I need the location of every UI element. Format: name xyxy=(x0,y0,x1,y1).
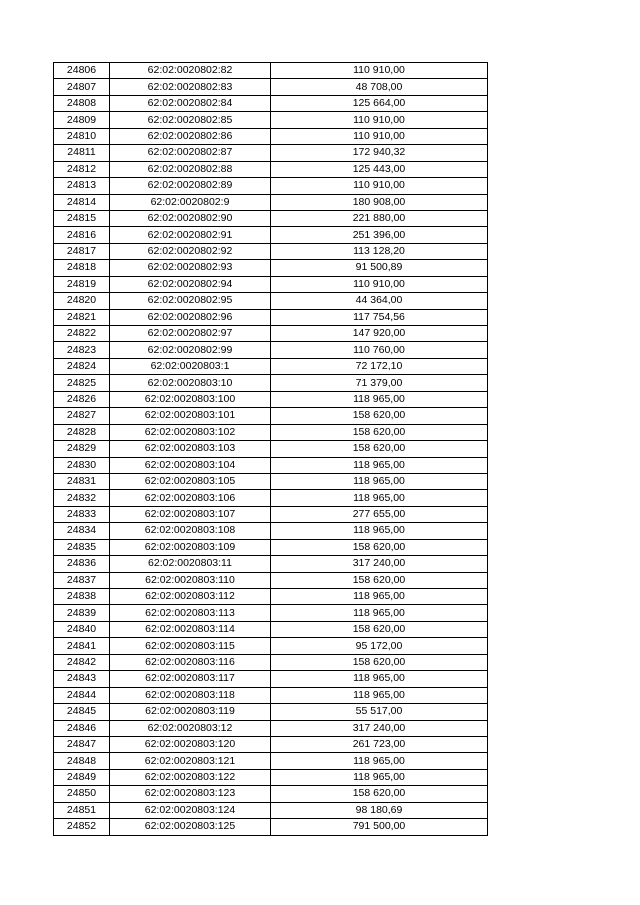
cadastral-number-cell: 62:02:0020802:95 xyxy=(110,293,271,309)
table-row xyxy=(54,309,488,325)
cadastral-value-cell: 158 620,00 xyxy=(271,654,488,670)
row-number-cell: 24849 xyxy=(54,769,110,785)
cadastral-number-cell: 62:02:0020803:105 xyxy=(110,473,271,489)
cadastral-value-cell: 158 620,00 xyxy=(271,424,488,440)
row-number-cell: 24809 xyxy=(54,112,110,128)
table-row xyxy=(54,802,488,818)
row-number-cell: 24839 xyxy=(54,605,110,621)
table-row xyxy=(54,441,488,457)
table-row xyxy=(54,473,488,489)
row-number-cell: 24848 xyxy=(54,753,110,769)
row-number-cell: 24852 xyxy=(54,819,110,835)
row-number-cell: 24841 xyxy=(54,638,110,654)
cadastral-number-cell: 62:02:0020803:109 xyxy=(110,539,271,555)
row-number-cell: 24836 xyxy=(54,556,110,572)
cadastral-number-cell: 62:02:0020803:107 xyxy=(110,506,271,522)
row-number-cell: 24843 xyxy=(54,671,110,687)
table-row xyxy=(54,128,488,144)
cadastral-number-cell: 62:02:0020802:97 xyxy=(110,326,271,342)
table-row xyxy=(54,408,488,424)
row-number-cell: 24818 xyxy=(54,260,110,276)
cadastral-value-cell: 110 910,00 xyxy=(271,276,488,292)
table-row xyxy=(54,210,488,226)
table-row xyxy=(54,638,488,654)
cadastral-number-cell: 62:02:0020803:116 xyxy=(110,654,271,670)
cadastral-number-cell: 62:02:0020802:85 xyxy=(110,112,271,128)
cadastral-value-cell: 110 910,00 xyxy=(271,63,488,79)
row-number-cell: 24850 xyxy=(54,786,110,802)
cadastral-number-cell: 62:02:0020803:102 xyxy=(110,424,271,440)
cadastral-number-cell: 62:02:0020803:120 xyxy=(110,736,271,752)
table-row xyxy=(54,687,488,703)
cadastral-value-cell: 110 910,00 xyxy=(271,112,488,128)
cadastral-number-cell: 62:02:0020802:90 xyxy=(110,210,271,226)
cadastral-value-cell: 110 910,00 xyxy=(271,128,488,144)
cadastral-number-cell: 62:02:0020803:123 xyxy=(110,786,271,802)
cadastral-number-cell: 62:02:0020802:92 xyxy=(110,243,271,259)
table-row xyxy=(54,572,488,588)
cadastral-value-cell: 110 910,00 xyxy=(271,178,488,194)
row-number-cell: 24812 xyxy=(54,161,110,177)
cadastral-value-cell: 118 965,00 xyxy=(271,589,488,605)
row-number-cell: 24826 xyxy=(54,391,110,407)
cadastral-number-cell: 62:02:0020803:121 xyxy=(110,753,271,769)
table-row xyxy=(54,358,488,374)
table-row xyxy=(54,605,488,621)
cadastral-number-cell: 62:02:0020802:83 xyxy=(110,79,271,95)
cadastral-value-cell: 158 620,00 xyxy=(271,572,488,588)
row-number-cell: 24815 xyxy=(54,210,110,226)
table-row xyxy=(54,112,488,128)
row-number-cell: 24830 xyxy=(54,457,110,473)
row-number-cell: 24817 xyxy=(54,243,110,259)
table-row xyxy=(54,736,488,752)
table-row xyxy=(54,342,488,358)
cadastral-value-cell: 158 620,00 xyxy=(271,441,488,457)
cadastral-value-cell: 118 965,00 xyxy=(271,605,488,621)
table-row xyxy=(54,769,488,785)
table-row xyxy=(54,293,488,309)
cadastral-number-cell: 62:02:0020802:89 xyxy=(110,178,271,194)
cadastral-number-cell: 62:02:0020802:84 xyxy=(110,95,271,111)
cadastral-value-cell: 71 379,00 xyxy=(271,375,488,391)
cadastral-number-cell: 62:02:0020802:86 xyxy=(110,128,271,144)
cadastral-value-cell: 791 500,00 xyxy=(271,819,488,835)
table-row xyxy=(54,490,488,506)
cadastral-value-cell: 118 965,00 xyxy=(271,490,488,506)
table-row xyxy=(54,260,488,276)
row-number-cell: 24834 xyxy=(54,523,110,539)
row-number-cell: 24820 xyxy=(54,293,110,309)
cadastral-value-cell: 110 760,00 xyxy=(271,342,488,358)
table-row xyxy=(54,506,488,522)
cadastral-number-cell: 62:02:0020803:125 xyxy=(110,819,271,835)
table-row xyxy=(54,227,488,243)
cadastral-value-cell: 113 128,20 xyxy=(271,243,488,259)
cadastral-number-cell: 62:02:0020803:106 xyxy=(110,490,271,506)
cadastral-value-cell: 118 965,00 xyxy=(271,473,488,489)
cadastral-value-cell: 251 396,00 xyxy=(271,227,488,243)
cadastral-value-cell: 118 965,00 xyxy=(271,753,488,769)
cadastral-value-cell: 317 240,00 xyxy=(271,720,488,736)
row-number-cell: 24844 xyxy=(54,687,110,703)
table-row xyxy=(54,753,488,769)
row-number-cell: 24846 xyxy=(54,720,110,736)
table-row xyxy=(54,194,488,210)
table-row xyxy=(54,523,488,539)
row-number-cell: 24822 xyxy=(54,326,110,342)
cadastral-value-cell: 118 965,00 xyxy=(271,671,488,687)
cadastral-number-cell: 62:02:0020803:101 xyxy=(110,408,271,424)
cadastral-value-cell: 158 620,00 xyxy=(271,621,488,637)
cadastral-value-cell: 317 240,00 xyxy=(271,556,488,572)
table-row xyxy=(54,391,488,407)
cadastral-number-cell: 62:02:0020803:112 xyxy=(110,589,271,605)
row-number-cell: 24813 xyxy=(54,178,110,194)
table-row xyxy=(54,704,488,720)
table-row xyxy=(54,539,488,555)
cadastral-value-cell: 118 965,00 xyxy=(271,769,488,785)
table-row xyxy=(54,145,488,161)
cadastral-number-cell: 62:02:0020802:91 xyxy=(110,227,271,243)
row-number-cell: 24808 xyxy=(54,95,110,111)
row-number-cell: 24833 xyxy=(54,506,110,522)
cadastral-number-cell: 62:02:0020802:87 xyxy=(110,145,271,161)
table-row xyxy=(54,671,488,687)
cadastral-number-cell: 62:02:0020803:1 xyxy=(110,358,271,374)
cadastral-value-table xyxy=(53,62,488,836)
cadastral-value-cell: 118 965,00 xyxy=(271,457,488,473)
cadastral-number-cell: 62:02:0020803:124 xyxy=(110,802,271,818)
cadastral-number-cell: 62:02:0020803:100 xyxy=(110,391,271,407)
row-number-cell: 24831 xyxy=(54,473,110,489)
row-number-cell: 24845 xyxy=(54,704,110,720)
table-row xyxy=(54,276,488,292)
row-number-cell: 24828 xyxy=(54,424,110,440)
row-number-cell: 24840 xyxy=(54,621,110,637)
table-row xyxy=(54,556,488,572)
row-number-cell: 24816 xyxy=(54,227,110,243)
table-row xyxy=(54,161,488,177)
table-row xyxy=(54,424,488,440)
cadastral-value-cell: 277 655,00 xyxy=(271,506,488,522)
table-body xyxy=(54,63,488,836)
table-row xyxy=(54,621,488,637)
row-number-cell: 24847 xyxy=(54,736,110,752)
table-row xyxy=(54,720,488,736)
cadastral-number-cell: 62:02:0020803:122 xyxy=(110,769,271,785)
cadastral-value-cell: 98 180,69 xyxy=(271,802,488,818)
cadastral-value-cell: 95 172,00 xyxy=(271,638,488,654)
table-row xyxy=(54,786,488,802)
cadastral-value-cell: 158 620,00 xyxy=(271,408,488,424)
cadastral-value-cell: 147 920,00 xyxy=(271,326,488,342)
row-number-cell: 24832 xyxy=(54,490,110,506)
table-row xyxy=(54,243,488,259)
table-row xyxy=(54,79,488,95)
row-number-cell: 24829 xyxy=(54,441,110,457)
cadastral-number-cell: 62:02:0020803:113 xyxy=(110,605,271,621)
table-row xyxy=(54,589,488,605)
table-row xyxy=(54,178,488,194)
row-number-cell: 24824 xyxy=(54,358,110,374)
cadastral-number-cell: 62:02:0020802:93 xyxy=(110,260,271,276)
cadastral-value-cell: 118 965,00 xyxy=(271,687,488,703)
cadastral-value-cell: 118 965,00 xyxy=(271,391,488,407)
cadastral-number-cell: 62:02:0020802:96 xyxy=(110,309,271,325)
table-row xyxy=(54,654,488,670)
cadastral-value-cell: 125 664,00 xyxy=(271,95,488,111)
cadastral-value-cell: 118 965,00 xyxy=(271,523,488,539)
row-number-cell: 24827 xyxy=(54,408,110,424)
cadastral-number-cell: 62:02:0020803:119 xyxy=(110,704,271,720)
cadastral-number-cell: 62:02:0020803:118 xyxy=(110,687,271,703)
cadastral-number-cell: 62:02:0020803:104 xyxy=(110,457,271,473)
cadastral-number-cell: 62:02:0020802:88 xyxy=(110,161,271,177)
cadastral-value-cell: 172 940,32 xyxy=(271,145,488,161)
cadastral-value-cell: 221 880,00 xyxy=(271,210,488,226)
row-number-cell: 24811 xyxy=(54,145,110,161)
cadastral-value-cell: 117 754,56 xyxy=(271,309,488,325)
cadastral-number-cell: 62:02:0020803:110 xyxy=(110,572,271,588)
cadastral-number-cell: 62:02:0020803:11 xyxy=(110,556,271,572)
cadastral-number-cell: 62:02:0020802:82 xyxy=(110,63,271,79)
cadastral-value-cell: 158 620,00 xyxy=(271,786,488,802)
cadastral-value-cell: 91 500,89 xyxy=(271,260,488,276)
cadastral-number-cell: 62:02:0020802:94 xyxy=(110,276,271,292)
table-row xyxy=(54,819,488,835)
cadastral-value-cell: 158 620,00 xyxy=(271,539,488,555)
cadastral-number-cell: 62:02:0020802:99 xyxy=(110,342,271,358)
row-number-cell: 24842 xyxy=(54,654,110,670)
cadastral-number-cell: 62:02:0020802:9 xyxy=(110,194,271,210)
cadastral-value-cell: 55 517,00 xyxy=(271,704,488,720)
cadastral-number-cell: 62:02:0020803:114 xyxy=(110,621,271,637)
table-row xyxy=(54,375,488,391)
table-row xyxy=(54,326,488,342)
row-number-cell: 24807 xyxy=(54,79,110,95)
row-number-cell: 24810 xyxy=(54,128,110,144)
cadastral-value-cell: 44 364,00 xyxy=(271,293,488,309)
cadastral-number-cell: 62:02:0020803:12 xyxy=(110,720,271,736)
cadastral-value-cell: 125 443,00 xyxy=(271,161,488,177)
cadastral-value-cell: 72 172,10 xyxy=(271,358,488,374)
row-number-cell: 24851 xyxy=(54,802,110,818)
cadastral-number-cell: 62:02:0020803:10 xyxy=(110,375,271,391)
cadastral-value-cell: 261 723,00 xyxy=(271,736,488,752)
table-row xyxy=(54,63,488,79)
cadastral-number-cell: 62:02:0020803:103 xyxy=(110,441,271,457)
row-number-cell: 24838 xyxy=(54,589,110,605)
row-number-cell: 24825 xyxy=(54,375,110,391)
row-number-cell: 24837 xyxy=(54,572,110,588)
table-row xyxy=(54,457,488,473)
row-number-cell: 24819 xyxy=(54,276,110,292)
row-number-cell: 24806 xyxy=(54,63,110,79)
row-number-cell: 24835 xyxy=(54,539,110,555)
row-number-cell: 24823 xyxy=(54,342,110,358)
cadastral-number-cell: 62:02:0020803:108 xyxy=(110,523,271,539)
row-number-cell: 24821 xyxy=(54,309,110,325)
cadastral-number-cell: 62:02:0020803:115 xyxy=(110,638,271,654)
cadastral-number-cell: 62:02:0020803:117 xyxy=(110,671,271,687)
table-row xyxy=(54,95,488,111)
row-number-cell: 24814 xyxy=(54,194,110,210)
cadastral-value-cell: 180 908,00 xyxy=(271,194,488,210)
cadastral-value-cell: 48 708,00 xyxy=(271,79,488,95)
